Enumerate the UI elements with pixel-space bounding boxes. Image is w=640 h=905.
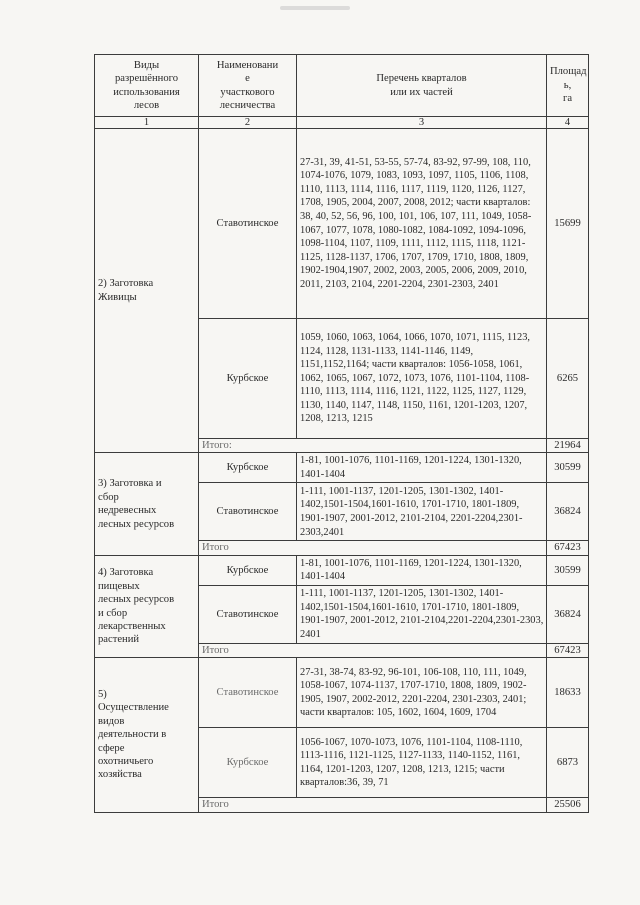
column-number: 3 xyxy=(297,117,547,129)
blocks-cell: 27-31, 38-74, 83-92, 96-101, 106-108, 110, 111, 1049, 1058-1067, 1074-1137, 1707-1710, 1808, 1809, 1902-1905, 1907, 2002-2012, 2201-2204, 2301-2303, 2401; части кварталов: 105, 1602, 1604, 1609, 1704 xyxy=(297,658,547,728)
column-number-row xyxy=(95,117,589,129)
column-number: 1 xyxy=(95,117,199,129)
table-row xyxy=(95,453,589,483)
header-row xyxy=(95,55,589,117)
area-cell: 36824 xyxy=(547,483,589,541)
forestry-cell: Ставотинское xyxy=(199,658,297,728)
total-value: 21964 xyxy=(547,439,589,453)
forest-use-table xyxy=(94,54,589,813)
forestry-cell: Ставотинское xyxy=(199,483,297,541)
header-blocks: Перечень кварталов или их частей xyxy=(297,55,547,117)
header-type: Виды разрешённого использования лесов xyxy=(95,55,199,117)
area-cell: 18633 xyxy=(547,658,589,728)
blocks-cell: 1-81, 1001-1076, 1101-1169, 1201-1224, 1301-1320, 1401-1404 xyxy=(297,555,547,585)
area-cell: 30599 xyxy=(547,555,589,585)
area-cell: 30599 xyxy=(547,453,589,483)
column-number: 4 xyxy=(547,117,589,129)
total-label: Итого xyxy=(199,541,547,555)
blocks-cell: 1059, 1060, 1063, 1064, 1066, 1070, 1071, 1115, 1123, 1124, 1128, 1131-1133, 1141-1146, 1149, 1151,1152,1164; части кварталов: 1056-1058, 1061, 1062, 1065, 1067, 1072, 1073, 1076, 1101-1104, 1108-1110, 1113, 1114, 1116, 1121, 1122, 1125, 1127, 1129, 1130, 1140, 1147, 1148, 1150, 1161, 1201-1203, 1207, 1208, 1213, 1215 xyxy=(297,319,547,439)
use-type-cell: 2) Заготовка Живицы xyxy=(95,129,199,453)
scan-artifact xyxy=(280,6,350,10)
blocks-cell: 1-111, 1001-1137, 1201-1205, 1301-1302, 1401-1402,1501-1504,1601-1610, 1701-1710, 1801-1809, 1901-1907, 2001-2012, 2101-2104, 2201-2204,2301-2303,2401 xyxy=(297,483,547,541)
header-forestry: Наименовани е участкового лесничества xyxy=(199,55,297,117)
blocks-cell: 1-81, 1001-1076, 1101-1169, 1201-1224, 1301-1320, 1401-1404 xyxy=(297,453,547,483)
blocks-cell: 1-111, 1001-1137, 1201-1205, 1301-1302, 1401-1402,1501-1504,1601-1610, 1701-1710, 1801-1809, 1901-1907, 2001-2012, 2101-2104,2201-2204,2301-2303, 2401 xyxy=(297,585,547,643)
total-label: Итого xyxy=(199,643,547,657)
table-row xyxy=(95,658,589,728)
total-label: Итого: xyxy=(199,439,547,453)
forestry-cell: Курбское xyxy=(199,555,297,585)
forestry-cell: Курбское xyxy=(199,453,297,483)
table-row xyxy=(95,129,589,319)
forestry-cell: Курбское xyxy=(199,728,297,798)
area-cell: 15699 xyxy=(547,129,589,319)
area-cell: 6265 xyxy=(547,319,589,439)
header-area: Площад ь, га xyxy=(547,55,589,117)
forestry-cell: Ставотинское xyxy=(199,585,297,643)
blocks-cell: 1056-1067, 1070-1073, 1076, 1101-1104, 1108-1110, 1113-1116, 1121-1125, 1127-1133, 1140-1152, 1161, 1164, 1201-1203, 1207, 1208, 1213, 1215; части кварталов:36, 39, 71 xyxy=(297,728,547,798)
forestry-cell: Курбское xyxy=(199,319,297,439)
table-row xyxy=(95,555,589,585)
area-cell: 6873 xyxy=(547,728,589,798)
total-value: 67423 xyxy=(547,643,589,657)
use-type-cell: 4) Заготовка пищевых лесных ресурсов и сбор лекарственных растений xyxy=(95,555,199,657)
total-value: 67423 xyxy=(547,541,589,555)
blocks-cell: 27-31, 39, 41-51, 53-55, 57-74, 83-92, 97-99, 108, 110, 1074-1076, 1079, 1083, 1093, 1097, 1105, 1106, 1108, 1110, 1113, 1114, 1116, 1117, 1119, 1120, 1126, 1127, 1708, 1905, 2004, 2007, 2008, 2012; части кварталов: 38, 40, 52, 56, 96, 100, 101, 106, 107, 111, 1049, 1058-1067, 1077, 1078, 1080-1082, 1084-1092, 1094-1096, 1098-1104, 1107, 1109, 1111, 1112, 1115, 1118, 1121-1125, 1128-1137, 1706, 1707, 1709, 1710, 1808, 1809, 1902-1904,1907, 2002, 2003, 2005, 2006, 2009, 2010, 2011, 2103, 2104, 2201-2204, 2301-2303, 2401 xyxy=(297,129,547,319)
use-type-cell: 3) Заготовка и сбор недревесных лесных ресурсов xyxy=(95,453,199,555)
column-number: 2 xyxy=(199,117,297,129)
total-label: Итого xyxy=(199,798,547,812)
use-type-cell: 5) Осуществление видов деятельности в сфере охотничьего хозяйства xyxy=(95,658,199,812)
total-value: 25506 xyxy=(547,798,589,812)
forestry-cell: Ставотинское xyxy=(199,129,297,319)
area-cell: 36824 xyxy=(547,585,589,643)
